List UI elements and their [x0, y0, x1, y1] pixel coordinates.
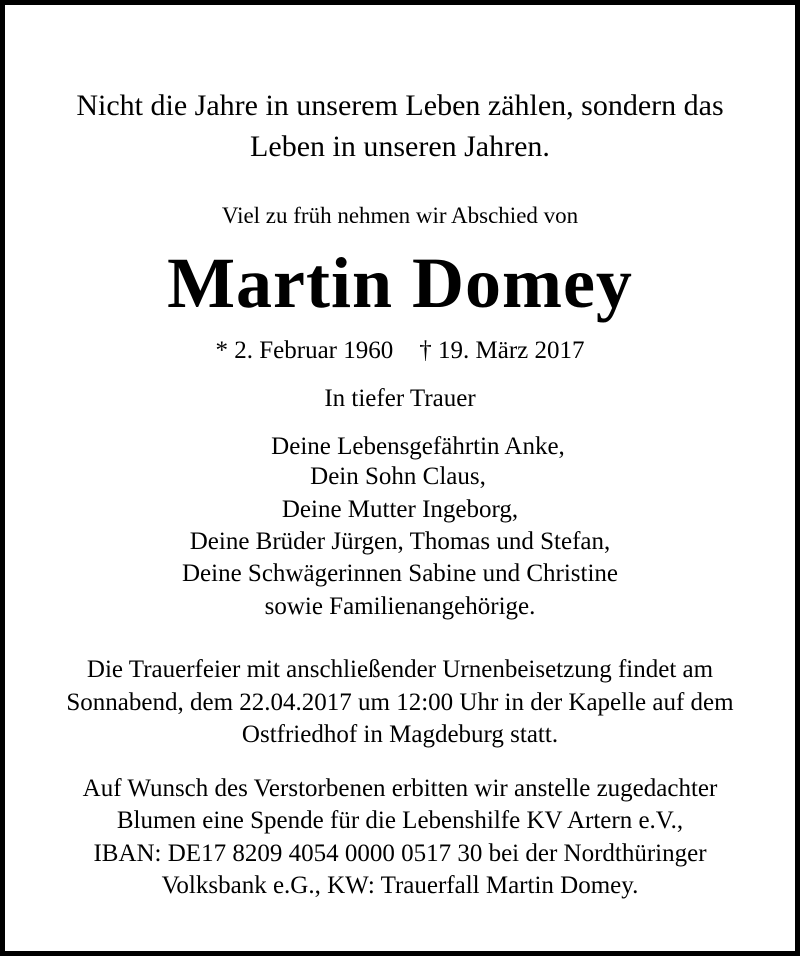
mourner-line: Dein Sohn Claus,	[310, 463, 486, 490]
motto-line-2: Leben in unseren Jahren.	[250, 130, 550, 163]
donation-line: Volksbank e.G., KW: Trauerfall Martin Domey.	[161, 872, 639, 899]
mourner-line: Deine Mutter Ingeborg,	[281, 496, 519, 523]
death-date: † 19. März 2017	[419, 337, 585, 364]
donation-line: Blumen eine Spende für die Lebenshilfe KV Artern e.V.,	[116, 807, 684, 834]
mourning-intro: In tiefer Trauer	[324, 385, 476, 412]
service-line: Sonnabend, dem 22.04.2017 um 12:00 Uhr in der Kapelle auf dem	[66, 689, 734, 716]
service-line: Die Trauerfeier mit anschließender Urnenbeisetzung findet am	[86, 656, 714, 683]
farewell-intro: Viel zu früh nehmen wir Abschied von	[221, 203, 579, 228]
donation-line: Auf Wunsch des Verstorbenen erbitten wir anstelle zugedachter	[82, 775, 718, 802]
life-dates	[5, 336, 795, 366]
service-line: Ostfriedhof in Magdeburg statt.	[241, 721, 559, 748]
mourner-line: Deine Lebensgefährtin Anke,	[271, 433, 565, 460]
donation-line: IBAN: DE17 8209 4054 0000 0517 30 bei der Nordthüringer	[93, 840, 707, 867]
mourner-line: Deine Brüder Jürgen, Thomas und Stefan,	[189, 528, 611, 555]
motto-line-1: Nicht die Jahre in unserem Leben zählen, sondern das	[76, 89, 724, 122]
birth-date: * 2. Februar 1960	[215, 337, 394, 364]
mourner-line: sowie Familienangehörige.	[264, 593, 536, 620]
mourner-line: Deine Schwägerinnen Sabine und Christine	[181, 560, 618, 587]
deceased-name: Martin Domey	[167, 243, 633, 323]
